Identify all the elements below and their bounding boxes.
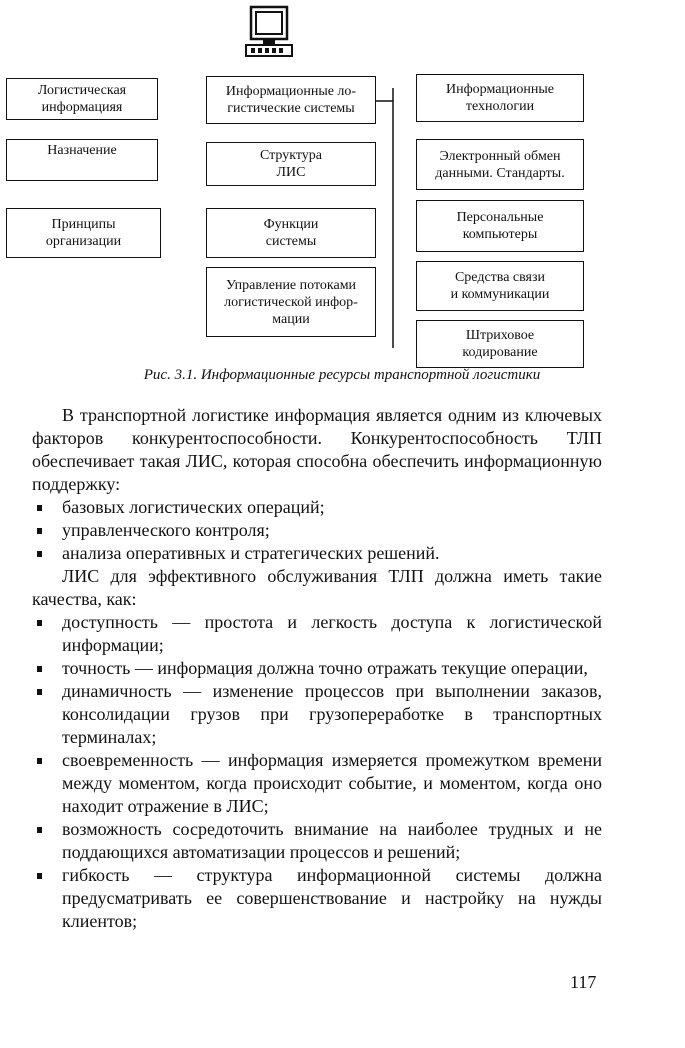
list-item: анализа оперативных и стратегических решений. [32, 542, 602, 565]
list-item: базовых логистических операций; [32, 496, 602, 519]
list-item: возможность сосредоточить внимание на наиболее трудных и не поддающихся автоматизации процессов и решений; [32, 818, 602, 864]
diagram-box-lis: Информационные ло- гистические системы [206, 76, 376, 124]
page-number: 117 [570, 972, 597, 992]
paragraph-qualities: ЛИС для эффективного обслуживания ТЛП должна иметь такие качества, как: [32, 566, 602, 609]
body-text [32, 404, 602, 933]
list-item: динамичность — изменение процессов при выполнении заказов, консолидации грузов при грузопереработке в транспортных терминалах; [32, 680, 602, 749]
diagram-box-principles: Принципы организации [6, 208, 161, 258]
list-item: своевременность — информация измеряется промежутком времени между моментом, когда происходит событие, и моментом, когда оно находит отражение в ЛИС; [32, 749, 602, 818]
list-support [32, 496, 602, 565]
diagram-box-pc: Персональные компьютеры [416, 200, 584, 252]
diagram-box-edi: Электронный обмен данными. Стандарты. [416, 139, 584, 190]
list-item: управленческого контроля; [32, 519, 602, 542]
diagram-box-communications: Средства связи и коммуникации [416, 261, 584, 311]
diagram-box-purpose: Назначение [6, 139, 158, 181]
figure-caption: Рис. 3.1. Информационные ресурсы транспортной логистики [143, 367, 541, 383]
diagram-box-logistic-info: Логистическая информацияя [6, 78, 158, 120]
list-item: гибкость — структура информационной системы должна предусматривать ее совершенствование и настройку на нужды клиентов; [32, 864, 602, 933]
paragraph-intro: В транспортной логистике информация является одним из ключевых факторов конкурентоспособности. Конкурентоспособность ТЛП обеспечивает такая ЛИС, которая способна обеспечить информационную поддержку: [32, 405, 602, 494]
diagram-box-flow-management: Управление потоками логистической инфор- мации [206, 267, 376, 337]
diagram-box-info-tech: Информационные технологии [416, 74, 584, 122]
list-item: доступность — простота и легкость доступа к логистической информации; [32, 611, 602, 657]
diagram-box-structure: Структура ЛИС [206, 142, 376, 186]
list-item: точность — информация должна точно отражать текущие операции, [32, 657, 602, 680]
list-qualities [32, 611, 602, 933]
diagram-box-functions: Функции системы [206, 208, 376, 258]
diagram-box-barcode: Штриховое кодирование [416, 320, 584, 368]
